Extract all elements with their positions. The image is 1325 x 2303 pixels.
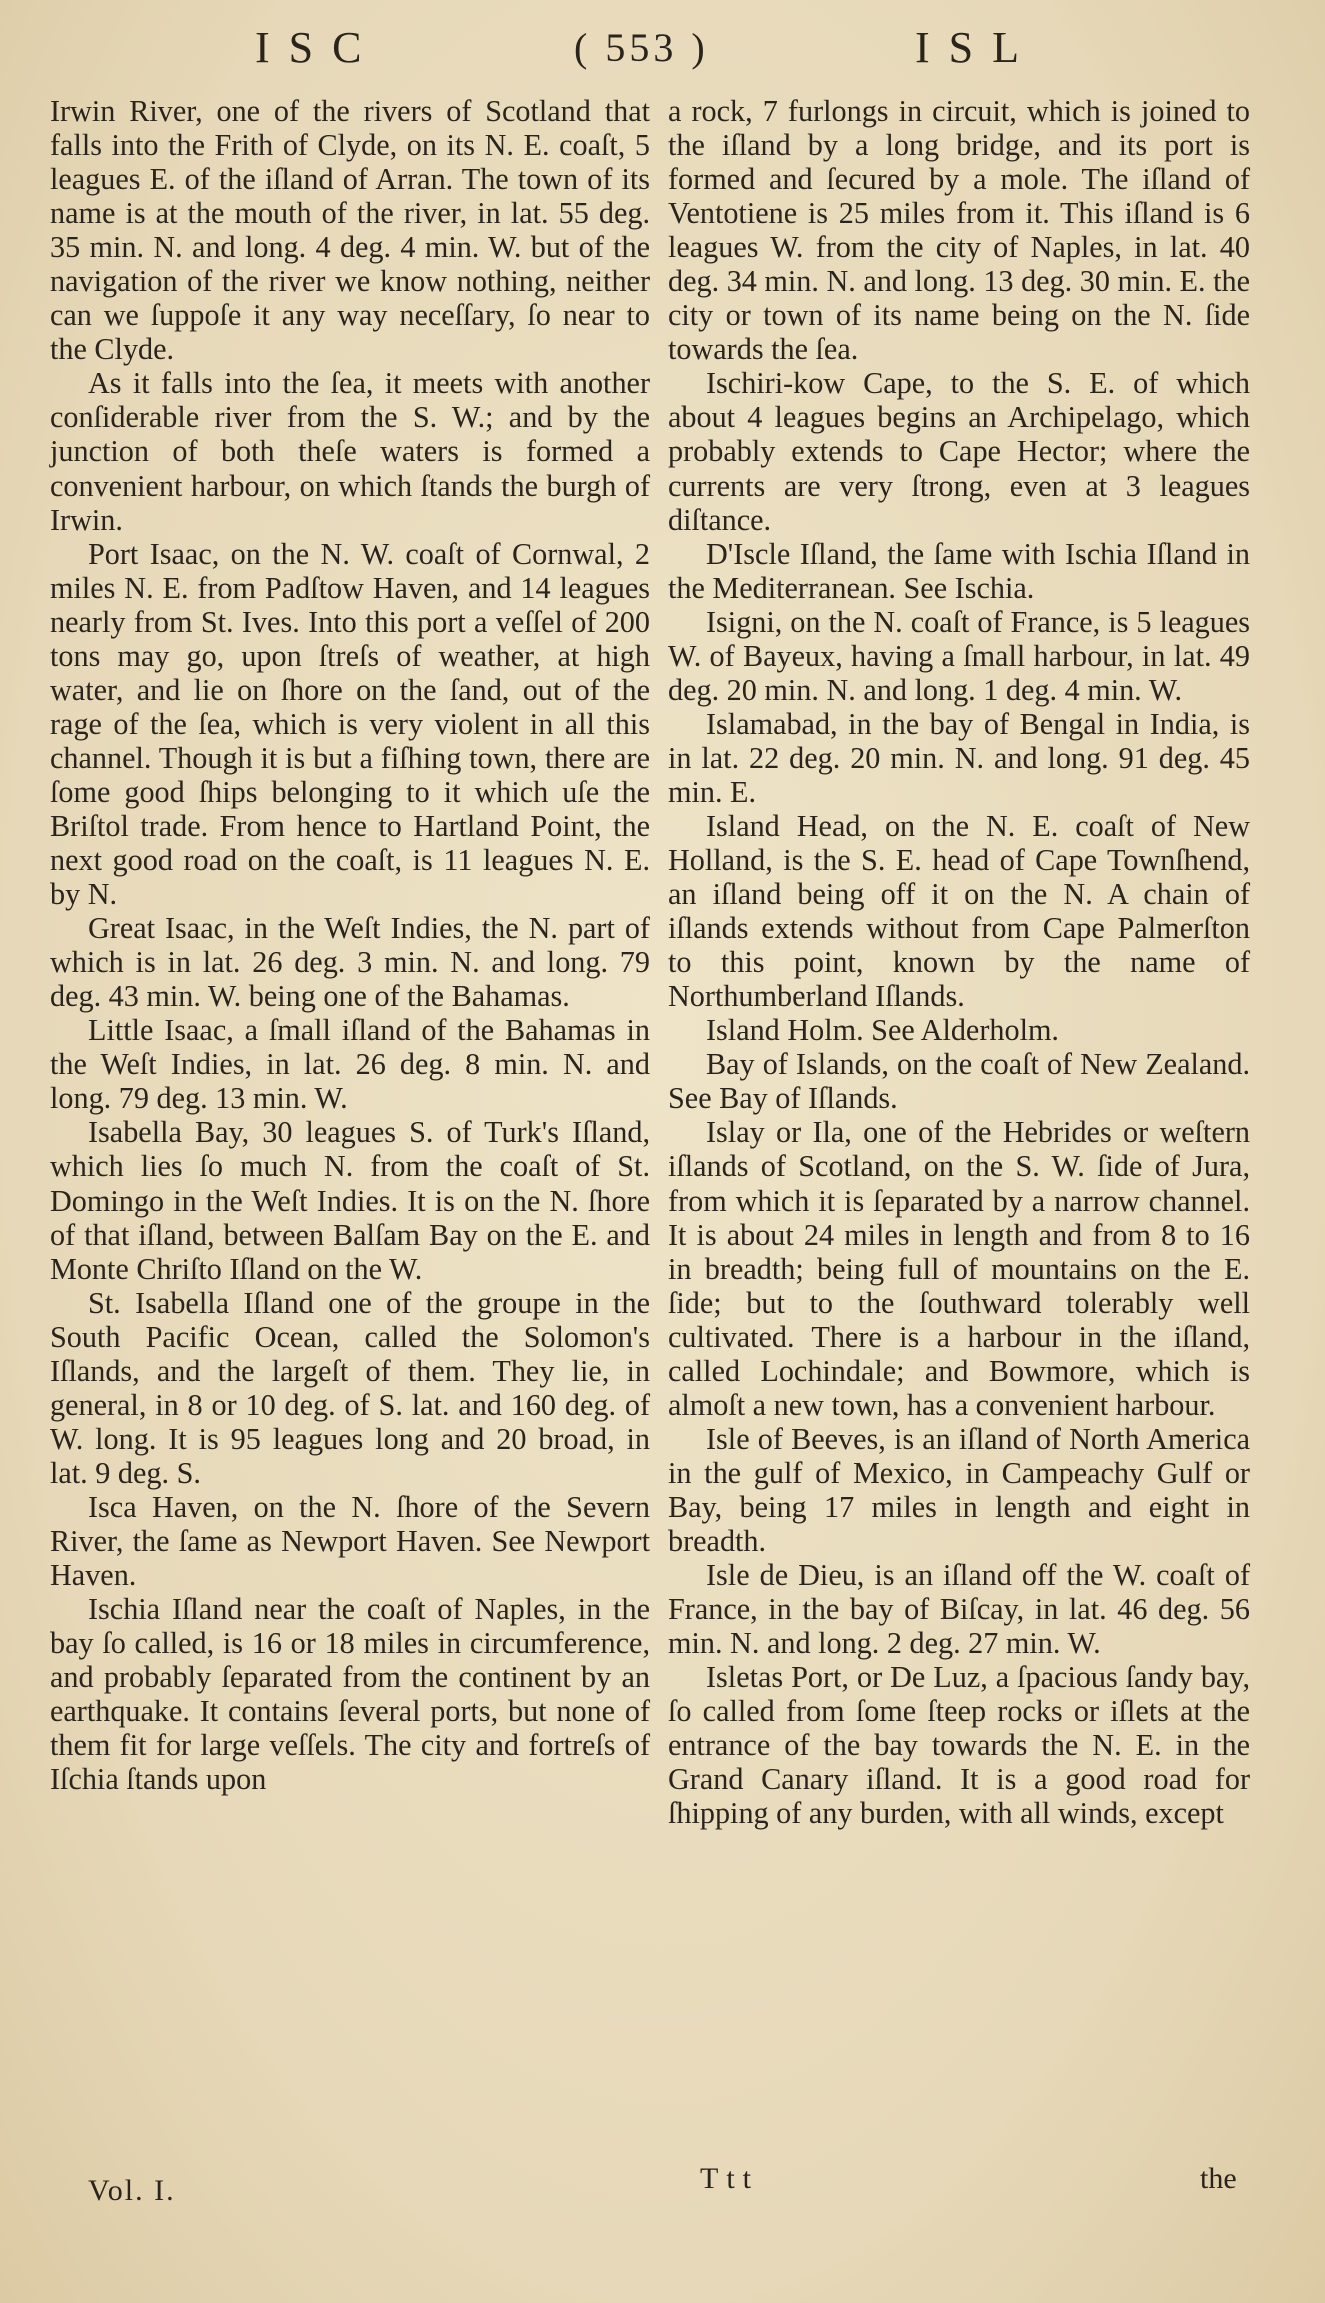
page-number: ( 553 ) xyxy=(574,25,709,70)
entry-great-isaac: Great Isaac, in the Weſt Indies, the N. part of which is in lat. 26 deg. 3 min. N. and long. 79 deg. 43 min. W. being one of the Bahamas. xyxy=(50,911,650,1014)
entry-ischia: Ischia Iſland near the coaſt of Naples, in the bay ſo called, is 16 or 18 miles in circumference, and probably ſeparated from the continent by an earthquake. It contains ſeveral ports, but none of them fit for large veſſels. The city and fortreſs of Iſchia ſtands upon xyxy=(50,1592,650,1797)
entry-little-isaac: Little Isaac, a ſmall iſland of the Bahamas in the Weſt Indies, in lat. 26 deg. 8 min. N. and long. 79 deg. 13 min. W. xyxy=(50,1013,650,1116)
entry-islamabad: Islamabad, in the bay of Bengal in India, is in lat. 22 deg. 20 min. N. and long. 91 deg. 45 min. E. xyxy=(668,706,1250,809)
entry-isle-of-beeves: Isle of Beeves, is an iſland of North America in the gulf of Mexico, in Campeachy Gulf or Bay, being 17 miles in length and eight in breadth. xyxy=(668,1421,1250,1558)
right-column xyxy=(668,94,1250,1830)
entry-island-head: Island Head, on the N. E. coaſt of New Holland, is the S. E. head of Cape Townſhend, an iſland being off it on the N. A chain of iſlands extends without from Cape Palmerſton to this point, known by the name of Northumberland Iſlands. xyxy=(668,808,1250,1014)
page-footer xyxy=(0,2162,1325,2207)
entry-irwin-river: Irwin River, one of the rivers of Scotland that falls into the Frith of Clyde, on its N. E. coaſt, 5 leagues E. of the iſland of Arran. The town of its name is at the mouth of the river, in lat. 55 deg. 35 min. N. and long. 4 deg. 4 min. W. but of the navigation of the river we know nothing, neither can we ſuppoſe it any way neceſſary, ſo near to the Clyde. xyxy=(50,94,650,367)
entry-isle-de-dieu: Isle de Dieu, is an iſland off the W. coaſt of France, in the bay of Biſcay, in lat. 46 deg. 56 min. N. and long. 2 deg. 27 min. W. xyxy=(668,1558,1250,1661)
entry-ischiri-kow: Ischiri-kow Cape, to the S. E. of which about 4 leagues begins an Archipelago, which probably extends to Cape Hector; where the currents are very ſtrong, even at 3 leagues diſtance. xyxy=(668,366,1250,537)
entry-islay: Islay or Ila, one of the Hebrides or weſtern iſlands of Scotland, on the S. W. ſide of Jura, from which it is ſeparated by a narrow channel. It is about 24 miles in length and from 8 to 16 in breadth; being full of mountains on the E. ſide; but to the ſouthward tolerably well cultivated. There is a harbour in the iſland, called Lochindale; and Bowmore, which is almoſt a new town, has a convenient harbour. xyxy=(668,1115,1250,1422)
header-left: I S C xyxy=(255,23,366,72)
entry-isletas-port: Isletas Port, or De Luz, a ſpacious ſandy bay, ſo called from ſome ſteep rocks or iſlets at the entrance of the bay towards the N. E. in the Grand Canary iſland. It is a good road for ſhipping of any burden, with all winds, except xyxy=(668,1660,1250,1831)
catchword: the xyxy=(1200,2162,1237,2195)
entry-port-isaac: Port Isaac, on the N. W. coaſt of Cornwal, 2 miles N. E. from Padſtow Haven, and 14 leagues nearly from St. Ives. Into this port a veſſel of 200 tons may go, upon ſtreſs of weather, at high water, and lie on ſhore on the ſand, out of the rage of the ſea, which is very violent in all this channel. Though it is but a fiſhing town, there are ſome good ſhips belonging to it which uſe the Briſtol trade. From hence to Hartland Point, the next good road on the coaſt, is 11 leagues N. E. by N. xyxy=(50,536,650,912)
entry-ischia-continued: a rock, 7 furlongs in circuit, which is joined to the iſland by a long bridge, and its port is formed and ſecured by a mole. The iſland of Ventotiene is 25 miles from it. This iſland is 6 leagues W. from the city of Naples, in lat. 40 deg. 34 min. N. and long. 13 deg. 30 min. E. the city or town of its name being on the N. ſide towards the ſea. xyxy=(668,94,1250,367)
volume-label: Vol. I. xyxy=(88,2174,176,2207)
entry-st-isabella: St. Isabella Iſland one of the groupe in the South Pacific Ocean, called the Solomon's Iſlands, and the largeſt of them. They lie, in general, in 8 or 10 deg. of S. lat. and 160 deg. of W. long. It is 95 leagues long and 20 broad, in lat. 9 deg. S. xyxy=(50,1285,650,1490)
entry-island-holm: Island Holm. See Alderholm. xyxy=(706,1013,1059,1048)
running-header xyxy=(0,22,1325,92)
header-right: I S L xyxy=(915,23,1023,72)
entry-isabella-bay: Isabella Bay, 30 leagues S. of Turk's Iſland, which lies ſo much N. from the coaſt of St. Domingo in the Weſt Indies. It is on the N. ſhore of that iſland, between Balſam Bay on the E. and Monte Chriſto Iſland on the W. xyxy=(50,1115,650,1286)
entry-isigni: Isigni, on the N. coaſt of France, is 5 leagues W. of Bayeux, having a ſmall harbour, in lat. 49 deg. 20 min. N. and long. 1 deg. 4 min. W. xyxy=(668,604,1250,707)
entry-d-iscle: D'Iscle Iſland, the ſame with Ischia Iſland in the Mediterranean. See Ischia. xyxy=(668,536,1250,605)
entry-bay-of-islands: Bay of Islands, on the coaſt of New Zealand. See Bay of Iſlands. xyxy=(668,1047,1250,1116)
left-column xyxy=(50,94,650,1796)
entry-irwin-continued: As it falls into the ſea, it meets with another conſiderable river from the S. W.; and by the junction of both theſe waters is formed a convenient harbour, on which ſtands the burgh of Irwin. xyxy=(50,366,650,537)
signature-mark: Ttt xyxy=(700,2162,759,2195)
entry-isca-haven: Isca Haven, on the N. ſhore of the Severn River, the ſame as Newport Haven. See Newport Haven. xyxy=(50,1489,650,1593)
